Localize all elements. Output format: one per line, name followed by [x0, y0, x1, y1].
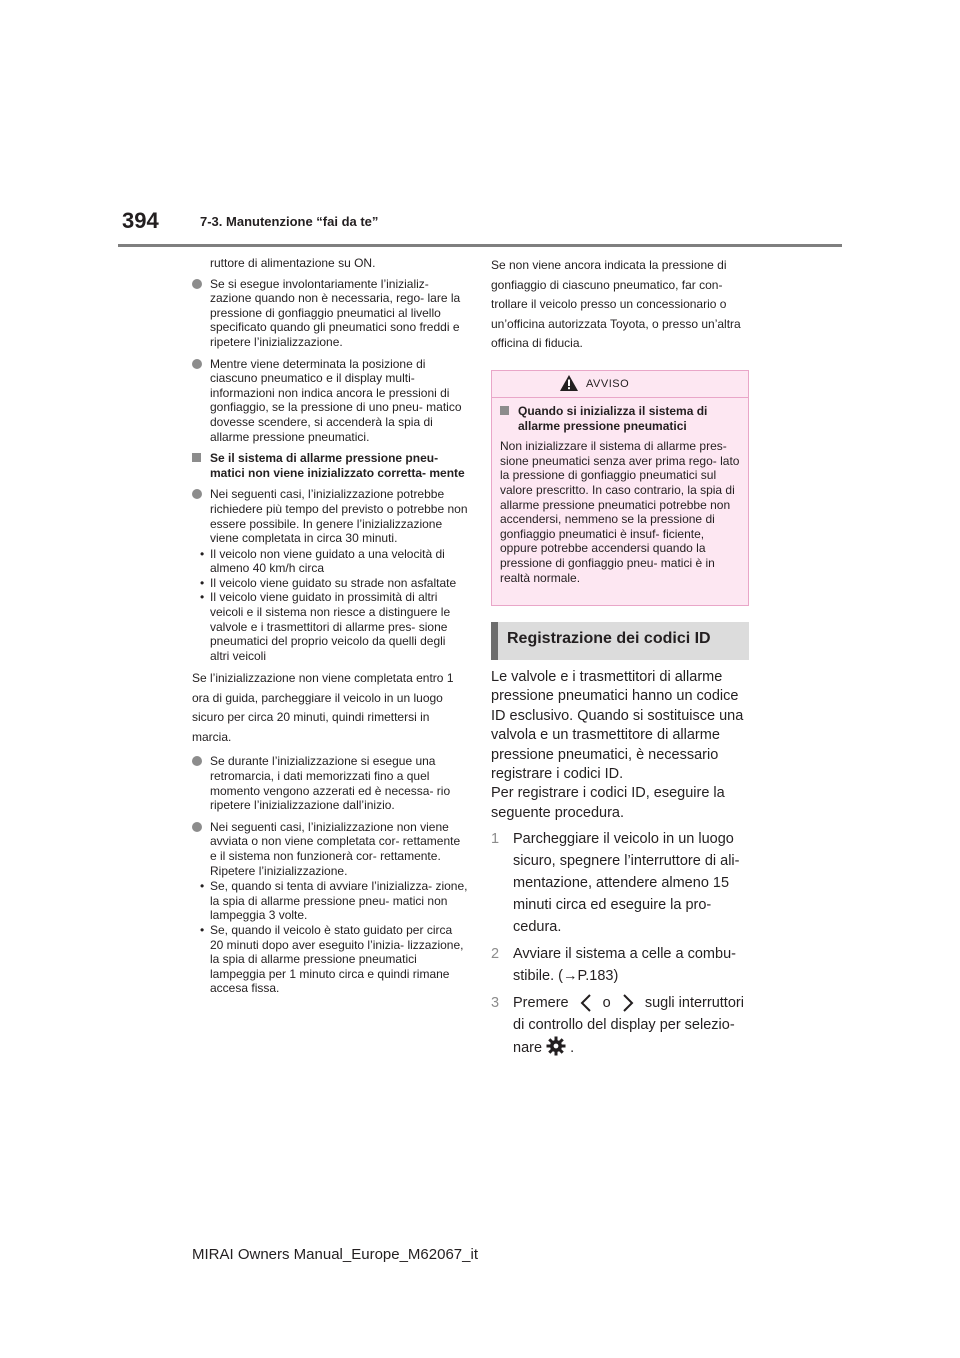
body-paragraph: Le valvole e i trasmettitori di allarme pressione pneumatici hanno un codice ID esclusivo. Quando si sostituisce una valvola e un trasmettitore di allarme pressione pneumatici, è necessario registrare i codici ID. [491, 669, 744, 783]
bullet-icon [192, 489, 202, 499]
continued-text: ruttore di alimentazione su ON. [210, 256, 376, 270]
warning-subheading-text: Quando si inizializza il sistema di allarme pressione pneumatici [518, 404, 708, 433]
bullet-item [192, 277, 468, 350]
sub-list-item: • Se, quando si tenta di avviare l’inizializza- zione, la spia di allarme pressione pneu- matici non lampeggia 3 volte. [200, 879, 468, 923]
page-number: 394 [122, 208, 159, 233]
intro-paragraph: Se non viene ancora indicata la pressione di gonfiaggio di ciascuno pneumatico, far con- trollare il veicolo presso un concessionario o un’officina autorizzata Toyota, o presso un’altra officina di fiducia. [491, 258, 741, 350]
bullet-text: Se durante l’inizializzazione si esegue una retromarcia, i dati memorizzati fino a quel momento vengono azzerati ed è necessa- rio ripetere l’inizializzazione dall’inizio. [210, 754, 451, 813]
subheading [192, 451, 468, 480]
sub-list [200, 547, 468, 664]
step-text: nare [513, 1040, 543, 1057]
step-number: 3 [491, 995, 500, 1012]
chevron-left-icon [579, 993, 593, 1013]
bullet-text: Se si esegue involontariamente l’inizializ- zazione quando non è necessaria, rego- lare la pressione di gonfiaggio pneumatici al livello specificato quando gli pneumatici sono freddi e ripetere l’inizializzazione. [210, 276, 461, 349]
step-text: Avviare il sistema a celle a combu- stibile. (→P.183) [513, 946, 736, 985]
bullet-text: Nei seguenti casi, l’inizializzazione potrebbe richiedere più tempo del previsto o potrebbe non essere possibile. In genere l’inizializzazione viene completata in circa 30 minuti. [210, 487, 468, 546]
step-number: 1 [491, 831, 500, 848]
bullet-text: Mentre viene determinata la posizione di ciascuno pneumatico e il display multi- informazioni non indica ancora le pressioni di gonfiaggio, se la pressione di uno pneu- matico dovesse scendere, si accenderà la spia di allarme pressione pneumatici. [210, 356, 462, 444]
step-text: Parcheggiare il veicolo in un luogo sicuro, spegnere l’interruttore di ali- mentazione, attendere almeno 15 minuti circa ed eseguire la pro- cedura. [513, 831, 740, 936]
heading-bar-marker [491, 622, 498, 660]
subheading-text: Se il sistema di allarme pressione pneu- matici non viene inizializzato corretta- mente [210, 451, 465, 480]
topic-title: Registrazione dei codici ID [507, 630, 711, 647]
square-bullet-icon [192, 453, 201, 462]
warning-subheading [500, 404, 740, 433]
square-bullet-icon [500, 406, 509, 415]
page-header [118, 0, 842, 246]
bullet-icon [192, 822, 202, 832]
sub-list-item: • Il veicolo non viene guidato a una velocità di almeno 40 km/h circa [200, 547, 468, 576]
left-column [192, 256, 468, 1002]
step-text: sugli interruttori [644, 995, 744, 1012]
step-1 [491, 828, 751, 938]
warning-box [491, 370, 749, 606]
body-paragraph: Per registrare i codici ID, eseguire la seguente procedura. [491, 785, 725, 821]
gear-icon [546, 1036, 566, 1056]
warning-header [492, 371, 748, 398]
bullet-icon [192, 279, 202, 289]
sub-list-item: • Il veicolo viene guidato in prossimità di altri veicoli e il sistema non riesce a distinguere le valvole e i trasmettitori di allarme pres- sione pneumatici del proprio veicolo da quelli degli altri veicoli [200, 590, 468, 663]
procedure-section [491, 668, 751, 1059]
step-2 [491, 943, 751, 987]
warning-body [500, 404, 740, 585]
step-text: o [602, 995, 611, 1012]
bullet-item [192, 487, 468, 545]
step-text: di controllo del display per selezio- [513, 1017, 735, 1034]
warning-triangle-icon [560, 375, 578, 391]
sub-list-item: • Il veicolo viene guidato su strade non asfaltate [200, 576, 468, 591]
paragraph: Se l’inizializzazione non viene completata entro 1 ora di guida, parcheggiare il veicolo in un luogo sicuro per circa 20 minuti, quindi rimettersi in marcia. [192, 671, 454, 744]
warning-text: Non inizializzare il sistema di allarme pres- sione pneumatici senza aver prima rego- lato la pressione di gonfiaggio pneumatici sul valore prescritto. In caso contrario, la spia di allarme pressione pneumatici potrebbe non accendersi, nemmeno se la pressione di gonfiaggio pneumatici è insuf- ficiente, oppure potrebbe accendersi quando la pressione di gonfiaggio pneu- matici è in realtà normale. [500, 439, 740, 585]
bullet-item [192, 820, 468, 878]
section-title: 7-3. Manutenzione “fai da te” [200, 214, 379, 229]
bullet-icon [192, 756, 202, 766]
header-divider [118, 244, 842, 247]
step-text: . [570, 1040, 575, 1057]
sub-list [200, 879, 468, 996]
warning-title: AVVISO [586, 378, 630, 390]
bullet-item [192, 357, 468, 445]
page-footer: MIRAI Owners Manual_Europe_M62067_it [192, 1246, 478, 1263]
chevron-right-icon [621, 993, 635, 1013]
step-text: Premere [513, 995, 569, 1012]
bullet-icon [192, 359, 202, 369]
step-3 [491, 992, 751, 1059]
step-number: 2 [491, 946, 500, 963]
right-column [491, 256, 751, 1057]
bullet-text: Nei seguenti casi, l’inizializzazione non viene avviata o non viene completata cor- rettamente e il sistema non funzionerà cor- rettamente. Ripetere l’inizializzazione. [210, 819, 461, 878]
topic-heading-bar [491, 622, 749, 660]
sub-list-item: • Se, quando il veicolo è stato guidato per circa 20 minuti dopo aver eseguito l’inizia- lizzazione, la spia di allarme pressione pneumatici lampeggia per 1 minuto circa e quindi rimane accesa fissa. [200, 923, 468, 996]
bullet-item [192, 754, 468, 812]
